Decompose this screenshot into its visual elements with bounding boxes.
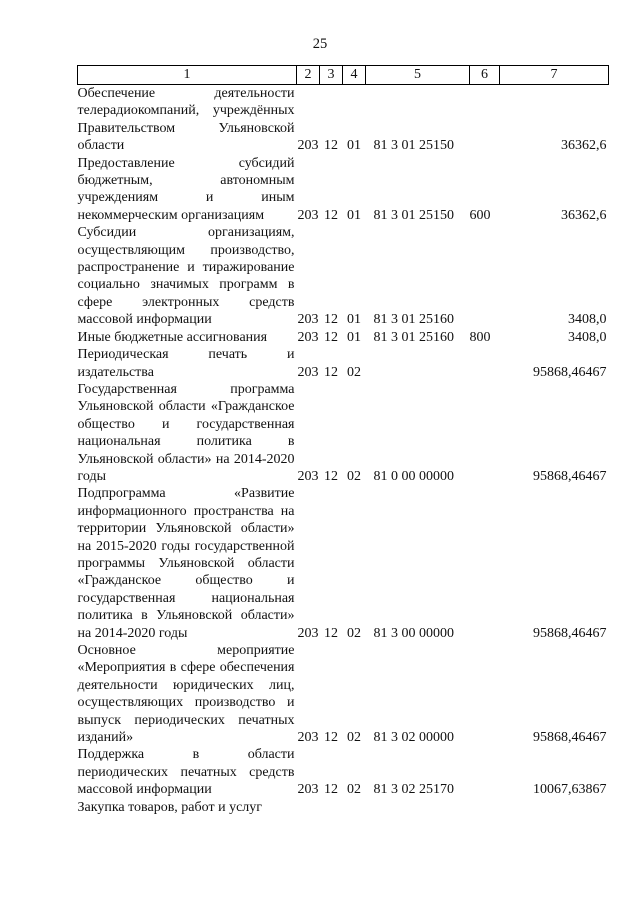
row-name: Основное мероприятие «Мероприятия в сфере обеспечения деятельности юридических лиц, осуществляющих производство и выпуск периодических печатных изданий» (77, 643, 295, 746)
row-vr (470, 85, 500, 155)
row-csr: 81 0 00 00000 (373, 468, 454, 484)
row-rz: 12 (324, 364, 338, 380)
row-gr: 203 (297, 468, 319, 484)
row-rz: 12 (324, 138, 338, 154)
row-rz: 12 (324, 329, 338, 345)
row-csr (366, 346, 470, 381)
column-header-3: 3 (320, 66, 343, 85)
row-name: Подпрограмма «Развитие информационного пространства на территории Ульяновской области» на 2015-2020 годы государственной программы Ульяновской области «Гражданское общество и государственная национальная политика в Ульяновской области» на 2014-2020 годы (77, 486, 295, 641)
table-header-row (78, 66, 609, 85)
row-vr (470, 642, 500, 746)
row-gr: 203 (297, 782, 319, 798)
row-vr: 600 (469, 207, 491, 223)
table-row (78, 155, 609, 225)
row-rz: 12 (324, 782, 338, 798)
row-pr: 02 (347, 364, 361, 380)
row-pr: 02 (347, 730, 361, 746)
column-header-6: 6 (470, 66, 500, 85)
row-amount: 10067,63867 (533, 782, 607, 798)
row-amount: 36362,6 (561, 207, 607, 223)
row-gr: 203 (297, 329, 319, 345)
row-pr: 01 (347, 207, 361, 223)
row-csr: 81 3 01 25150 (373, 138, 454, 154)
table-row (78, 799, 609, 816)
table-row (78, 642, 609, 746)
row-name: Закупка товаров, работ и услуг (77, 799, 263, 815)
row-gr: 203 (297, 625, 319, 641)
column-header-2: 2 (297, 66, 320, 85)
row-vr (470, 224, 500, 328)
row-name: Субсидии организациям, осуществляющим производство, распространение и тиражирование социально значимых программ в сфере электронных средств массовой информации (77, 225, 295, 328)
row-rz: 12 (324, 312, 338, 328)
table-row (78, 329, 609, 346)
row-vr (470, 381, 500, 485)
column-header-4: 4 (343, 66, 366, 85)
row-pr: 02 (347, 782, 361, 798)
row-csr: 81 3 00 00000 (373, 625, 454, 641)
row-csr: 81 3 02 25170 (373, 782, 454, 798)
row-rz: 12 (324, 468, 338, 484)
table-row (78, 381, 609, 485)
column-header-1: 1 (78, 66, 297, 85)
row-csr: 81 3 01 25160 (373, 312, 454, 328)
row-amount: 95868,46467 (533, 468, 607, 484)
row-vr (470, 485, 500, 642)
row-name: Поддержка в области периодических печатных средств массовой информации (77, 747, 295, 798)
row-amount: 95868,46467 (533, 730, 607, 746)
row-amount: 3408,0 (568, 312, 607, 328)
table-row (78, 85, 609, 155)
row-name: Обеспечение деятельности телерадиокомпаний, учреждённых Правительством Ульяновской области (77, 86, 295, 154)
row-csr: 81 3 02 00000 (373, 730, 454, 746)
row-gr: 203 (297, 312, 319, 328)
row-gr: 203 (297, 207, 319, 223)
column-header-5: 5 (366, 66, 470, 85)
row-pr: 01 (347, 329, 361, 345)
row-pr: 02 (347, 468, 361, 484)
row-gr: 203 (297, 364, 319, 380)
row-amount: 36362,6 (561, 138, 607, 154)
row-name: Иные бюджетные ассигнования (77, 329, 268, 345)
row-pr: 02 (347, 625, 361, 641)
row-amount: 95868,46467 (533, 625, 607, 641)
row-rz: 12 (324, 730, 338, 746)
page-number: 25 (312, 36, 328, 52)
row-pr: 01 (347, 312, 361, 328)
row-vr: 800 (469, 329, 491, 345)
row-gr: 203 (297, 138, 319, 154)
column-header-7: 7 (500, 66, 609, 85)
row-name: Предоставление субсидий бюджетным, автономным учреждениям и иным некоммерческим организациям (77, 155, 295, 223)
row-gr: 203 (297, 730, 319, 746)
row-name: Периодическая печать и издательства (77, 347, 295, 380)
row-vr (470, 746, 500, 798)
table-row (78, 224, 609, 328)
row-amount: 3408,0 (568, 329, 607, 345)
row-amount: 95868,46467 (533, 364, 607, 380)
row-csr: 81 3 01 25160 (373, 329, 454, 345)
row-rz: 12 (324, 625, 338, 641)
row-name: Государственная программа Ульяновской области «Гражданское общество и государственная национальная политика в Ульяновской области» на 2014-2020 годы (77, 381, 295, 484)
row-pr: 01 (347, 138, 361, 154)
row-rz: 12 (324, 207, 338, 223)
table-row (78, 346, 609, 381)
budget-table (77, 65, 609, 816)
row-csr: 81 3 01 25150 (373, 207, 454, 223)
row-vr (470, 346, 500, 381)
table-row (78, 746, 609, 798)
table-row (78, 485, 609, 642)
